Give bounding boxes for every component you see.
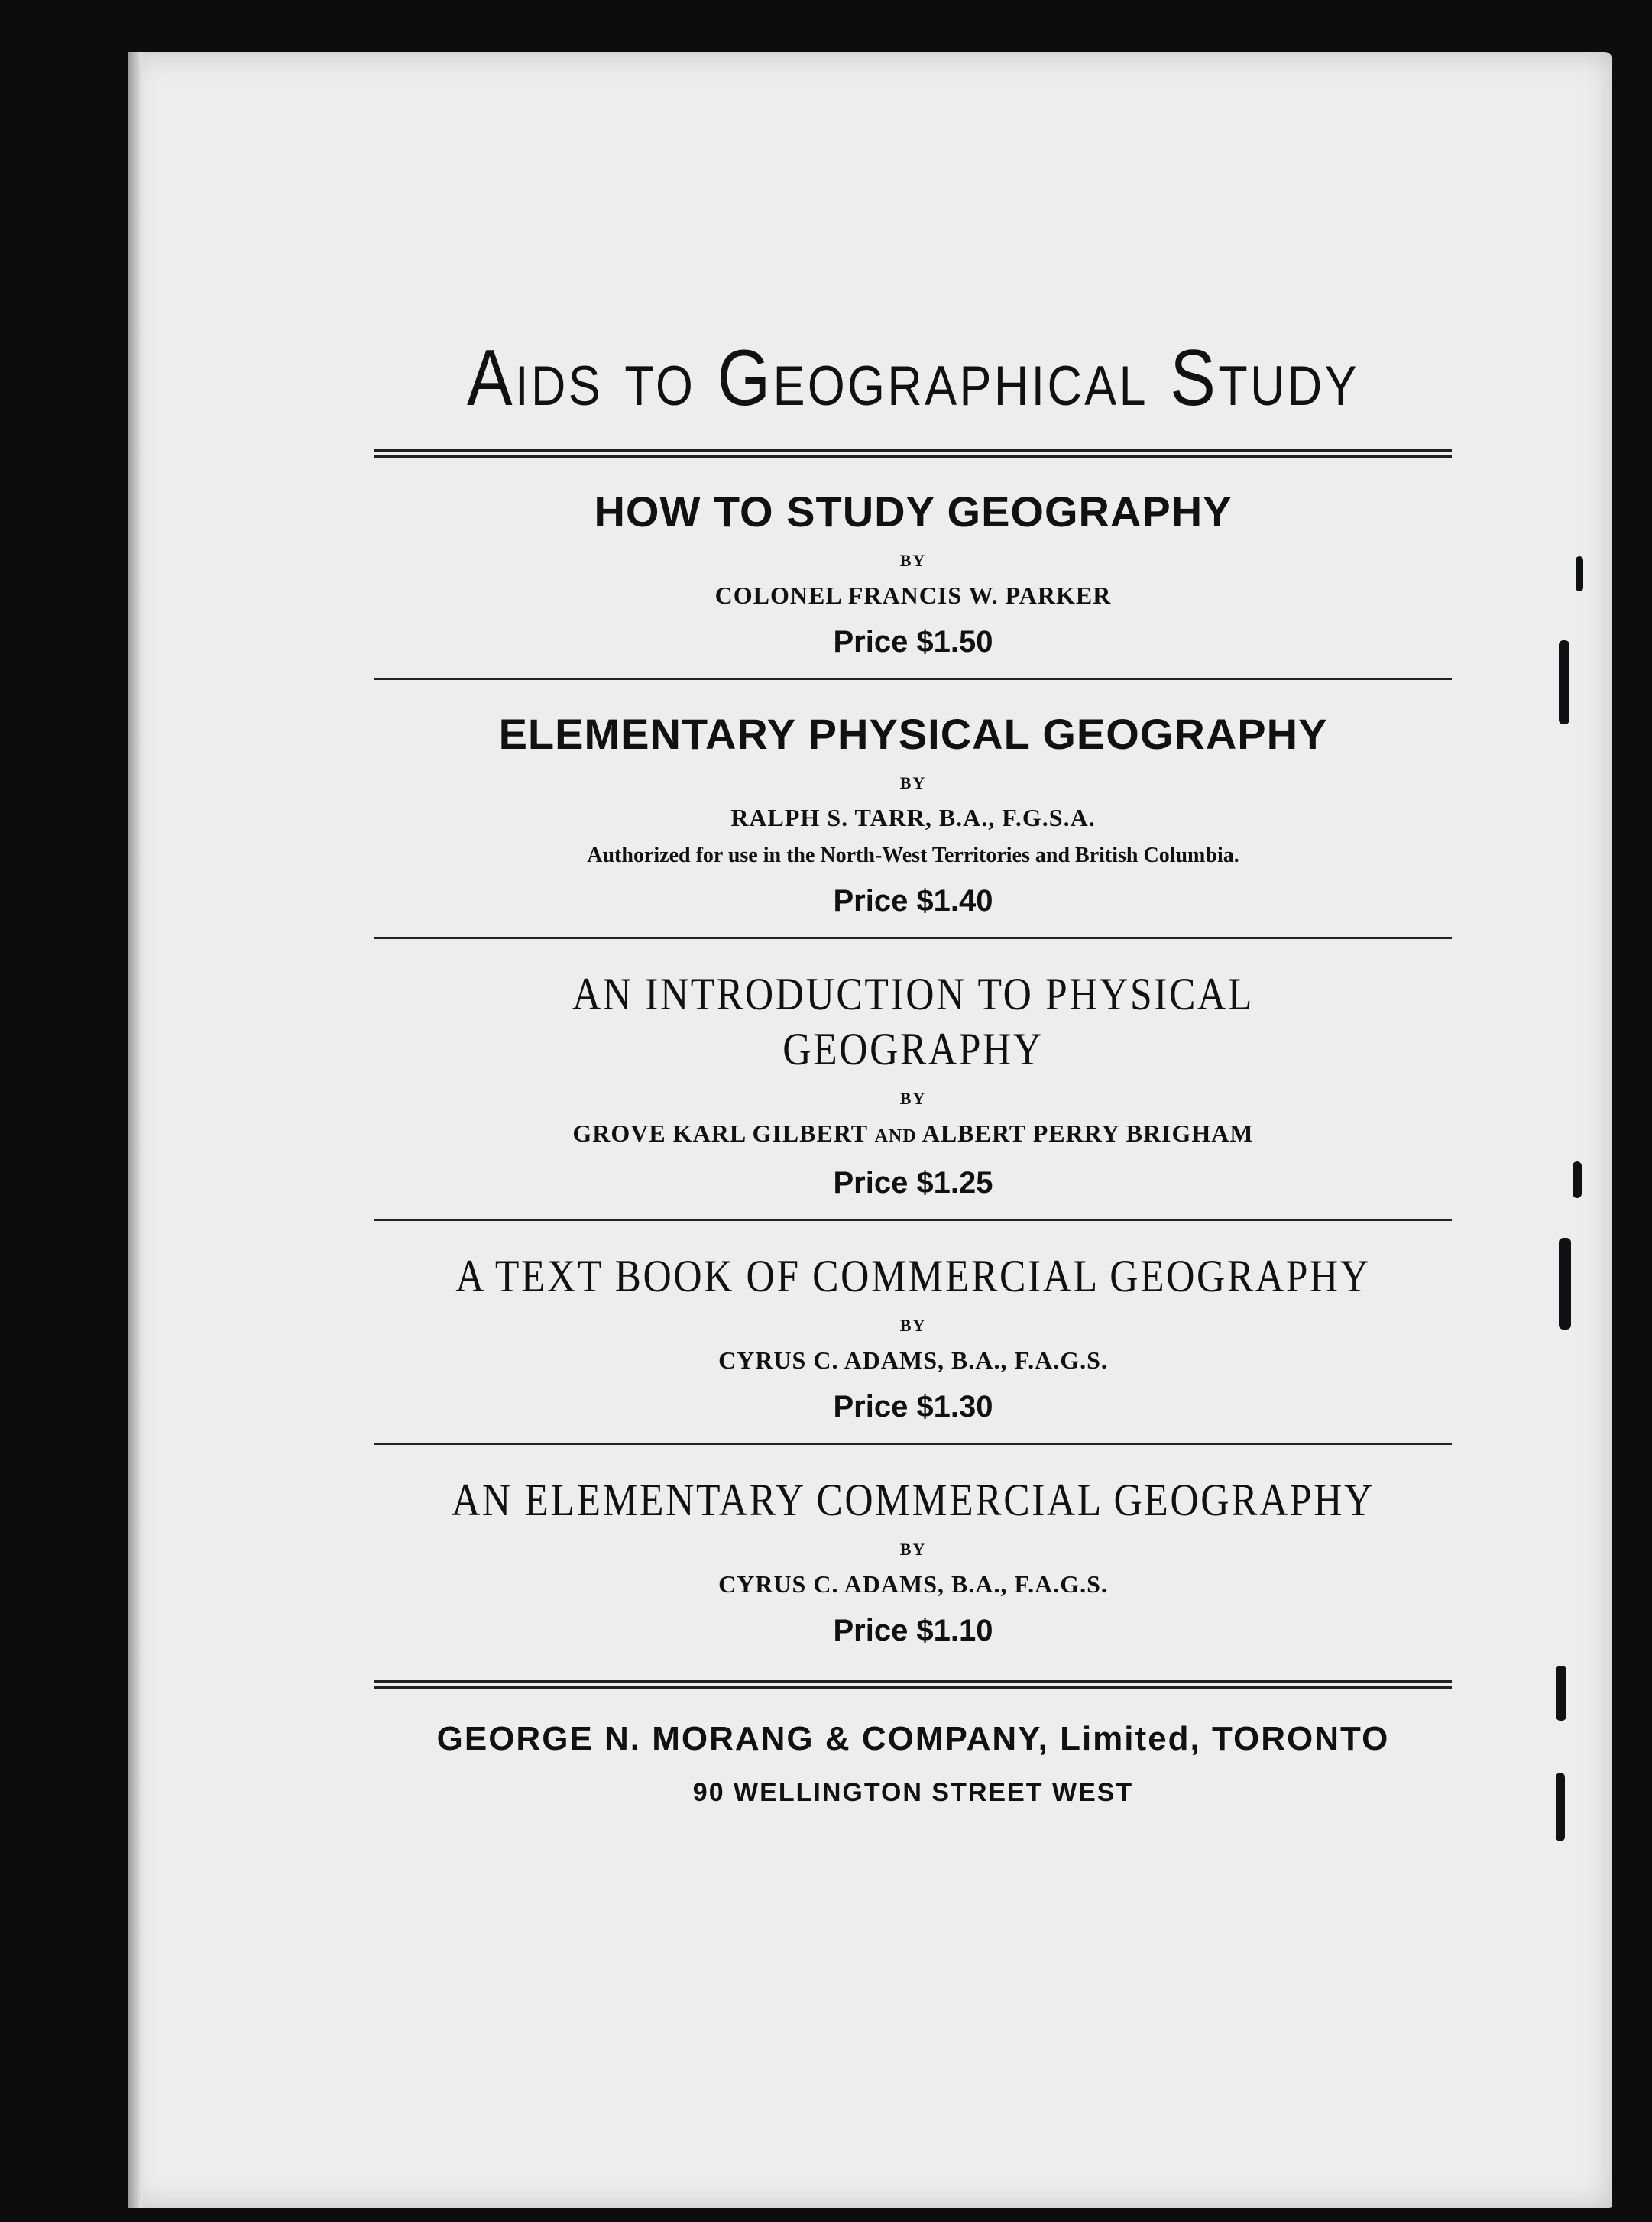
by-label: BY [899, 773, 927, 792]
publisher-address: 90 WELLINGTON STREET WEST [692, 1778, 1134, 1807]
book-author: CYRUS C. ADAMS, B.A., F.A.G.S. [718, 1346, 1108, 1374]
book-price: Price $1.30 [833, 1390, 993, 1424]
binding-mark [1559, 640, 1569, 724]
by-label: BY [899, 1540, 927, 1559]
book-author: COLONEL FRANCIS W. PARKER [714, 581, 1112, 609]
by-label: BY [899, 1316, 927, 1335]
author-conjunction: AND [874, 1126, 917, 1146]
author-name: ALBERT PERRY BRIGHAM [922, 1119, 1254, 1147]
book-entry [374, 1445, 1452, 1666]
binding-mark [1556, 1773, 1565, 1841]
book-entry [374, 1221, 1452, 1443]
book-note: Authorized for use in the North-West Territories and British Columbia. [587, 844, 1239, 867]
book-entry [374, 939, 1452, 1219]
book-price: Price $1.50 [833, 625, 993, 659]
book-price: Price $1.10 [833, 1614, 993, 1647]
page-title: Aids to Geographical Study [466, 334, 1359, 423]
book-price: Price $1.25 [833, 1166, 993, 1200]
binding-mark [1573, 1161, 1582, 1198]
book-title: ELEMENTARY PHYSICAL GEOGRAPHY [498, 710, 1328, 758]
author-name: GROVE KARL GILBERT [572, 1119, 868, 1147]
book-title: HOW TO STUDY GEOGRAPHY [594, 487, 1233, 536]
publisher-name: GEORGE N. MORANG & COMPANY, Limited, TORONTO [436, 1720, 1390, 1757]
advertisement-content [374, 321, 1452, 1809]
by-label: BY [899, 1089, 927, 1108]
double-rule-divider [374, 1680, 1452, 1689]
binding-mark [1576, 556, 1583, 591]
binding-mark [1559, 1238, 1571, 1330]
book-author [374, 1116, 1452, 1153]
double-rule-divider [374, 449, 1452, 458]
book-price: Price $1.40 [833, 884, 993, 918]
book-author: CYRUS C. ADAMS, B.A., F.A.G.S. [718, 1570, 1108, 1598]
book-title: AN INTRODUCTION TO PHYSICAL GEOGRAPHY [572, 969, 1254, 1074]
book-title: A TEXT BOOK OF COMMERCIAL GEOGRAPHY [455, 1251, 1371, 1301]
book-title: AN ELEMENTARY COMMERCIAL GEOGRAPHY [452, 1475, 1375, 1525]
by-label: BY [899, 551, 927, 570]
book-author: RALPH S. TARR, B.A., F.G.S.A. [730, 804, 1096, 831]
book-entry [374, 458, 1452, 678]
book-entry [374, 680, 1452, 937]
binding-mark [1556, 1666, 1566, 1721]
page-edge [128, 52, 142, 2208]
